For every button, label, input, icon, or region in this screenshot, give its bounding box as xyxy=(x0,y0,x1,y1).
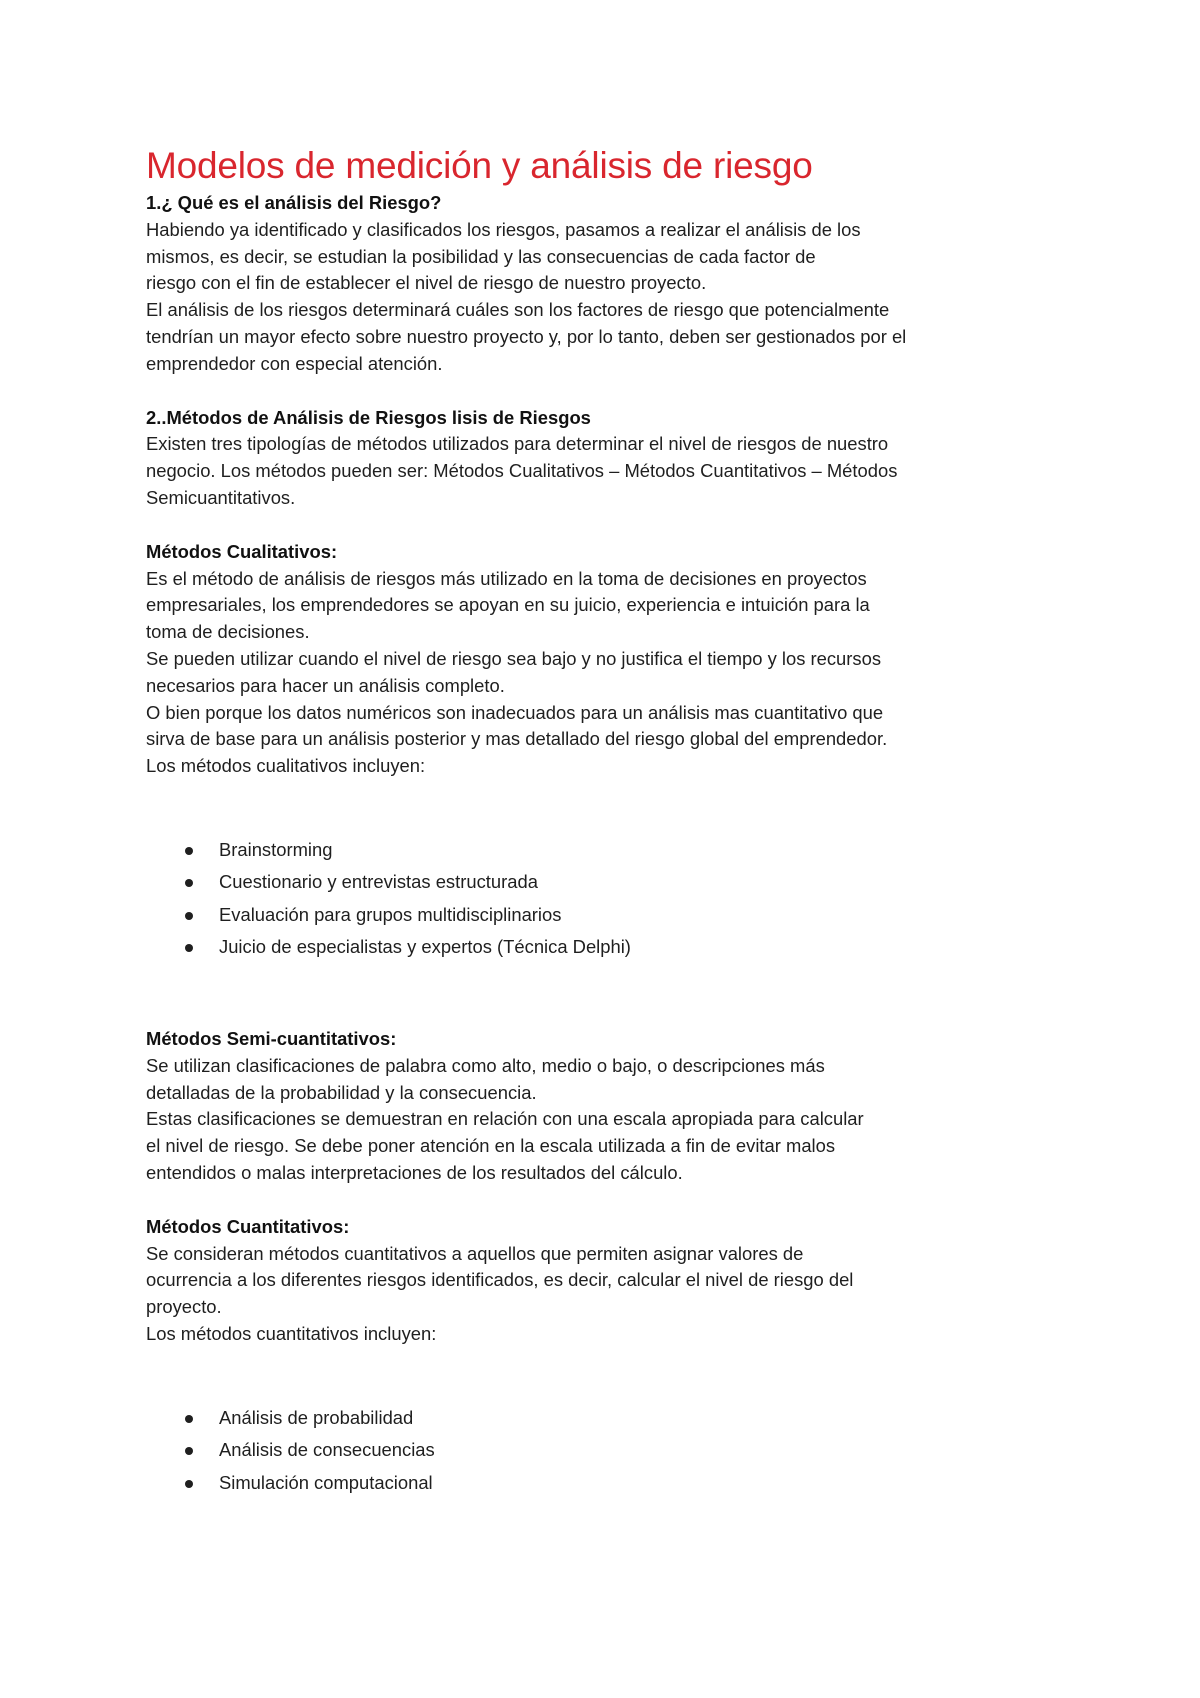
bullet-icon xyxy=(185,1480,193,1488)
section-heading: Métodos Semi-cuantitativos: xyxy=(146,1027,397,1049)
bullet-icon xyxy=(185,1447,193,1455)
paragraph: Se consideran métodos cuantitativos a aquellos que permiten asignar valores de ocurrencia a los diferentes riesgos identificados, es decir, calcular el nivel de riesgo del proyecto. xyxy=(146,1242,854,1318)
paragraph: Estas clasificaciones se demuestran en relación con una escala apropiada para calcular el nivel de riesgo. Se debe poner atención en la escala utilizada a fin de evitar malos entendidos o malas interpretaciones de los resultados del cálculo. xyxy=(146,1108,864,1183)
quantitative-methods-list xyxy=(146,1402,936,1500)
document-page xyxy=(146,142,936,1499)
list-item: Simulación computacional xyxy=(146,1467,936,1500)
list-item: Evaluación para grupos multidisciplinarios xyxy=(146,899,936,932)
paragraph: Los métodos cuantitativos incluyen: xyxy=(146,1322,437,1344)
bullet-icon xyxy=(185,912,193,920)
section-analysis-methods xyxy=(146,405,936,512)
paragraph: O bien porque los datos numéricos son inadecuados para un análisis mas cuantitativo que sirva de base para un análisis posterior y mas detallado del riesgo global del emprendedor. xyxy=(146,701,888,750)
paragraph: Se utilizan clasificaciones de palabra como alto, medio o bajo, o descripciones más detalladas de la probabilidad y la consecuencia. xyxy=(146,1054,825,1103)
paragraph: Es el método de análisis de riesgos más utilizado en la toma de decisiones en proyectos empresariales, los emprendedores se apoyan en su juicio, experiencia e intuición para la toma de decisiones. xyxy=(146,567,870,643)
section-qualitative-methods xyxy=(146,539,936,780)
paragraph: Habiendo ya identificado y clasificados los riesgos, pasamos a realizar el análisis de los mismos, es decir, se estudian la posibilidad y las consecuencias de cada factor de riesgo con el fin de establecer el nivel de riesgo de nuestro proyecto. xyxy=(146,218,861,294)
section-heading: 2..Métodos de Análisis de Riesgos lisis de Riesgos xyxy=(146,406,591,428)
list-item: Análisis de probabilidad xyxy=(146,1402,936,1435)
section-what-is-risk-analysis xyxy=(146,190,936,378)
paragraph: Existen tres tipologías de métodos utilizados para determinar el nivel de riesgos de nuestro negocio. Los métodos pueden ser: Métodos Cualitativos – Métodos Cuantitativos – Métodos Semicuantitativos. xyxy=(146,433,898,508)
paragraph: Los métodos cualitativos incluyen: xyxy=(146,755,426,777)
list-item: Juicio de especialistas y expertos (Técnica Delphi) xyxy=(146,931,936,964)
bullet-icon xyxy=(185,1415,193,1423)
bullet-icon xyxy=(185,944,193,952)
paragraph: Se pueden utilizar cuando el nivel de riesgo sea bajo y no justifica el tiempo y los recursos necesarios para hacer un análisis completo. xyxy=(146,647,882,696)
section-heading: 1.¿ Qué es el análisis del Riesgo? xyxy=(146,192,442,213)
list-item: Cuestionario y entrevistas estructurada xyxy=(146,866,936,899)
document-title: Modelos de medición y análisis de riesgo xyxy=(146,145,813,186)
bullet-icon xyxy=(185,879,193,887)
paragraph: El análisis de los riesgos determinará cuáles son los factores de riesgo que potencialmente tendrían un mayor efecto sobre nuestro proyecto y, por lo tanto, deben ser gestionados por el emprendedor con especial atención. xyxy=(146,299,907,374)
bullet-icon xyxy=(185,847,193,855)
qualitative-methods-list xyxy=(146,834,936,964)
section-semiquantitative-methods xyxy=(146,1026,936,1187)
list-item: Análisis de consecuencias xyxy=(146,1434,936,1467)
list-item: Brainstorming xyxy=(146,834,936,867)
section-heading: Métodos Cuantitativos: xyxy=(146,1215,350,1237)
section-quantitative-methods xyxy=(146,1214,936,1348)
section-heading: Métodos Cualitativos: xyxy=(146,540,338,562)
